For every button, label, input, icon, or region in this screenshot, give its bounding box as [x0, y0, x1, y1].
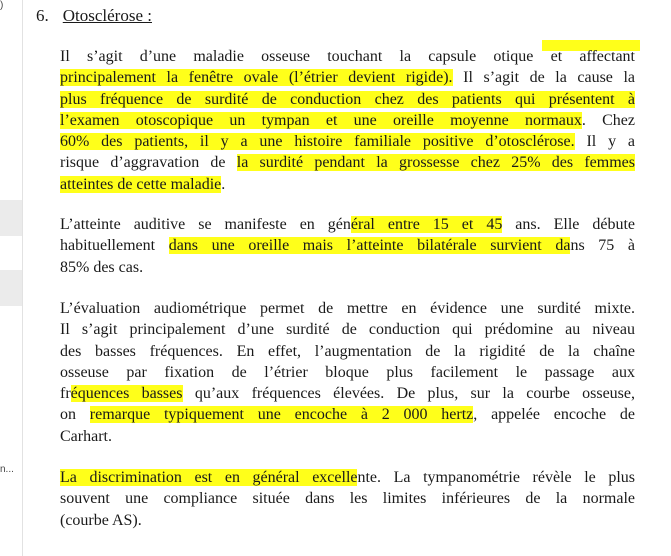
- sidebar-bottom-glyph: n...: [0, 464, 14, 475]
- section-heading: [36, 6, 152, 26]
- highlighted-text: l’examen otoscopique un tympan et une oreille moyenne normaux: [60, 111, 582, 129]
- text-run: ans. Elle débute: [502, 216, 635, 233]
- text-run: souvent une compliance située dans les limites inférieures de la normale: [60, 490, 635, 508]
- text-run: 85% des cas.: [60, 258, 144, 276]
- text-line: [60, 362, 635, 383]
- text-run: des basses fréquences. En effet, l’augmentation de la rigidité de la chaîne: [60, 342, 635, 360]
- sidebar-band: [0, 270, 22, 306]
- section-number: 6.: [36, 6, 49, 25]
- text-line: [60, 89, 635, 110]
- highlighted-text: équences basses: [70, 385, 183, 403]
- text-line: [60, 341, 635, 362]
- text-line: [60, 404, 635, 425]
- text-run: Il y a: [574, 133, 636, 151]
- text-run: Carhart.: [60, 427, 112, 445]
- text-run: Il s’agit principalement d’une surdité de conduction qui prédomine au niveau: [60, 321, 635, 339]
- paragraph: [60, 298, 635, 447]
- text-line: [60, 110, 635, 131]
- section-title: Otosclérose :: [62, 6, 152, 25]
- text-line: [60, 235, 635, 256]
- text-run: , appelée encoche de: [473, 406, 636, 424]
- text-run: Il s’agit d’une maladie osseuse touchant la capsule otique et affectant: [60, 48, 635, 65]
- text-line: [60, 67, 635, 88]
- text-run: fr: [60, 385, 71, 403]
- text-run: nte. La tympanométrie révèle le plus: [357, 469, 635, 486]
- text-run: . Chez: [581, 111, 635, 129]
- text-run: habituellement: [60, 237, 169, 255]
- text-line: [60, 174, 635, 195]
- text-line: [60, 510, 635, 531]
- text-run: (courbe AS).: [60, 511, 142, 529]
- text-line: [60, 467, 635, 488]
- highlighted-text: remarque typiquement une encoche à 2 000 hertz: [89, 406, 474, 424]
- text-line: [60, 257, 635, 278]
- text-run: L’atteinte auditive se manifeste en gén: [60, 216, 351, 233]
- highlighted-text: dans une oreille mais l’atteinte bilatérale survient da: [168, 237, 571, 255]
- text-line: [60, 298, 635, 319]
- document-page: [30, 0, 670, 556]
- paragraph: [60, 467, 635, 531]
- text-run: L’évaluation audiométrique permet de mettre en évidence une surdité mixte.: [60, 300, 635, 317]
- text-run: qu’aux fréquences élevées. De plus, sur la courbe osseuse,: [182, 385, 636, 403]
- text-line: [60, 214, 635, 235]
- text-line: [60, 426, 635, 447]
- left-sidebar-strip: [0, 0, 23, 556]
- text-run: ns 75 à: [570, 237, 636, 255]
- paragraph: [60, 214, 635, 278]
- highlighted-text: La discrimination est en général excelle: [60, 469, 358, 486]
- text-line: [60, 488, 635, 509]
- highlighted-text: principalement la fenêtre ovale (l’étrier devient rigide).: [60, 69, 453, 87]
- sidebar-band: [0, 200, 22, 236]
- highlighted-text: la surdité pendant la grossesse chez 25% des femmes: [236, 154, 635, 172]
- sidebar-top-glyph: ): [0, 0, 4, 11]
- text-line: [60, 152, 635, 173]
- text-run: risque d’aggravation de: [60, 154, 237, 172]
- text-line: [60, 319, 635, 340]
- highlighted-text: 60% des patients, il y a une histoire familiale positive d’otosclérose.: [60, 133, 575, 151]
- highlighted-text: éral entre 15 et 45: [350, 216, 503, 233]
- text-run: osseuse par fixation de l’étrier bloque plus facilement le passage aux: [60, 363, 635, 381]
- text-run: Il s’agit de la cause la: [452, 69, 636, 87]
- text-line: [60, 131, 635, 152]
- paragraph: [60, 46, 635, 195]
- highlighted-text: atteintes de cette maladie: [60, 175, 222, 193]
- text-line: [60, 46, 635, 67]
- highlighted-text: plus fréquence de surdité de conduction chez des patients qui présentent à: [60, 90, 635, 108]
- text-line: [60, 383, 635, 404]
- text-run: .: [221, 175, 226, 193]
- text-run: on: [60, 406, 90, 424]
